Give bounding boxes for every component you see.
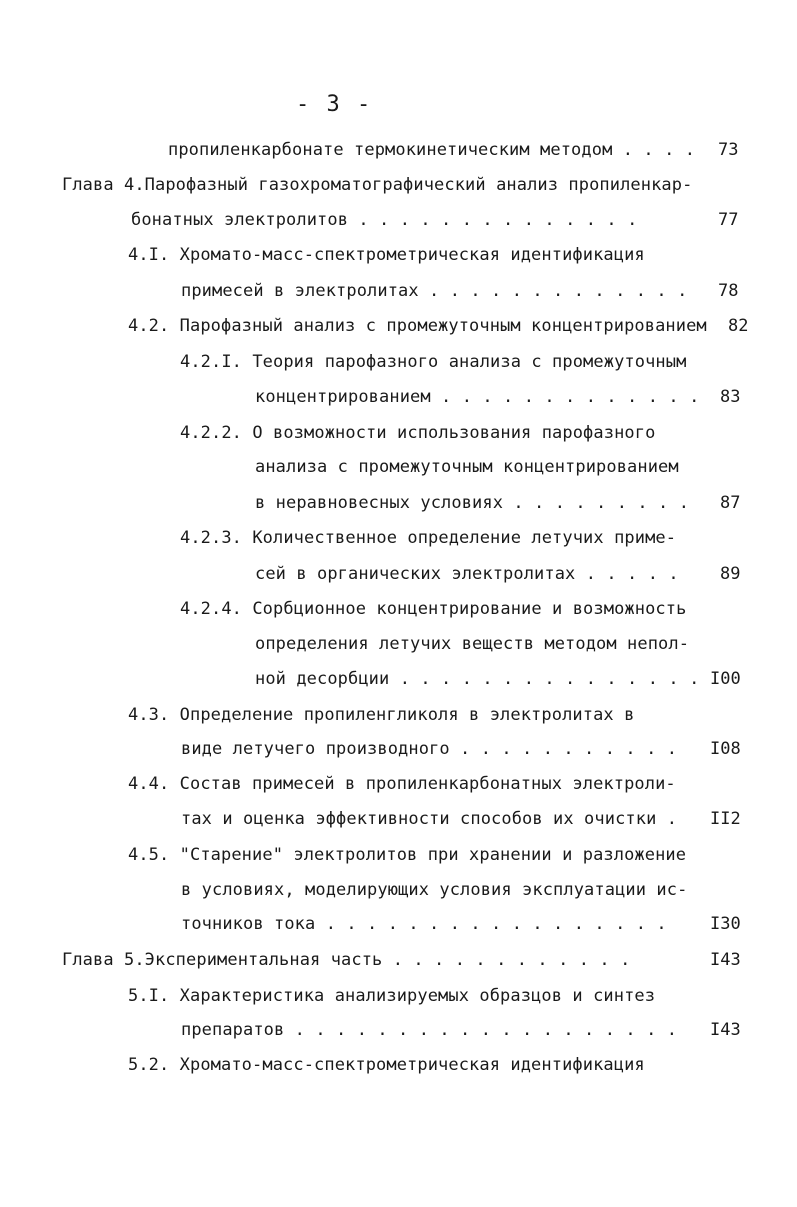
toc-page-number: I43: [710, 1020, 741, 1040]
toc-page-number: 77: [718, 210, 739, 230]
toc-line: 4.2.I. Теория парофазного анализа с промежуточным: [180, 352, 687, 372]
toc-line: 4.5. "Старение" электролитов при хранении и разложение: [128, 845, 687, 865]
toc-line: определения летучих веществ методом непол-: [255, 634, 690, 654]
toc-line: ной десорбции . . . . . . . . . . . . . . .: [255, 669, 700, 689]
toc-line: 4.2.2. О возможности использования парофазного: [180, 423, 656, 443]
toc-line: в неравновесных условиях . . . . . . . . .: [255, 493, 690, 513]
toc-line: точников тока . . . . . . . . . . . . . . . . .: [181, 914, 667, 934]
toc-line: 4.2.3. Количественное определение летучих приме-: [180, 528, 677, 548]
toc-line: 4.2.4. Сорбционное концентрирование и возможность: [180, 599, 687, 619]
toc-line: в условиях, моделирующих условия эксплуатации ис-: [181, 880, 688, 900]
toc-line: тах и оценка эффективности способов их очистки .: [181, 809, 678, 829]
toc-line: Глава 4.Парофазный газохроматографический анализ пропиленкар-: [62, 175, 693, 195]
toc-line: препаратов . . . . . . . . . . . . . . . . . . .: [181, 1020, 678, 1040]
toc-page-number: 89: [720, 564, 741, 584]
toc-line: примесей в электролитах . . . . . . . . . . . . .: [181, 281, 688, 301]
toc-line: 4.I. Хромато-масс-спектрометрическая идентификация: [128, 245, 645, 265]
toc-page-number: I43: [710, 950, 741, 970]
toc-page-number: I30: [710, 914, 741, 934]
toc-page-number: 83: [720, 387, 741, 407]
toc-line: бонатных электролитов . . . . . . . . . . . . . .: [131, 210, 638, 230]
toc-page-number: 78: [718, 281, 739, 301]
toc-line: пропиленкарбонате термокинетическим методом . . . .: [168, 140, 696, 160]
page-number: - 3 -: [296, 92, 373, 117]
toc-line: сей в органических электролитах . . . . .: [255, 564, 679, 584]
toc-page-number: I00: [710, 669, 741, 689]
toc-page-number: 87: [720, 493, 741, 513]
toc-page-number: II2: [710, 809, 741, 829]
toc-line: 4.2. Парофазный анализ с промежуточным концентрированием: [128, 316, 707, 336]
toc-page-number: I08: [710, 739, 741, 759]
toc-line: 4.3. Определение пропиленгликоля в электролитах в: [128, 705, 635, 725]
toc-page-number: 73: [718, 140, 739, 160]
toc-line: концентрированием . . . . . . . . . . . . .: [255, 387, 700, 407]
toc-line: анализа с промежуточным концентрированием: [255, 457, 679, 477]
toc-page-number: 82: [728, 316, 749, 336]
toc-line: Глава 5.Экспериментальная часть . . . . . . . . . . . .: [62, 950, 631, 970]
toc-line: 5.I. Характеристика анализируемых образцов и синтез: [128, 986, 656, 1006]
toc-line: виде летучего производного . . . . . . . . . . .: [181, 739, 678, 759]
toc-line: 5.2. Хромато-масс-спектрометрическая идентификация: [128, 1055, 645, 1075]
toc-line: 4.4. Состав примесей в пропиленкарбонатных электроли-: [128, 774, 676, 794]
